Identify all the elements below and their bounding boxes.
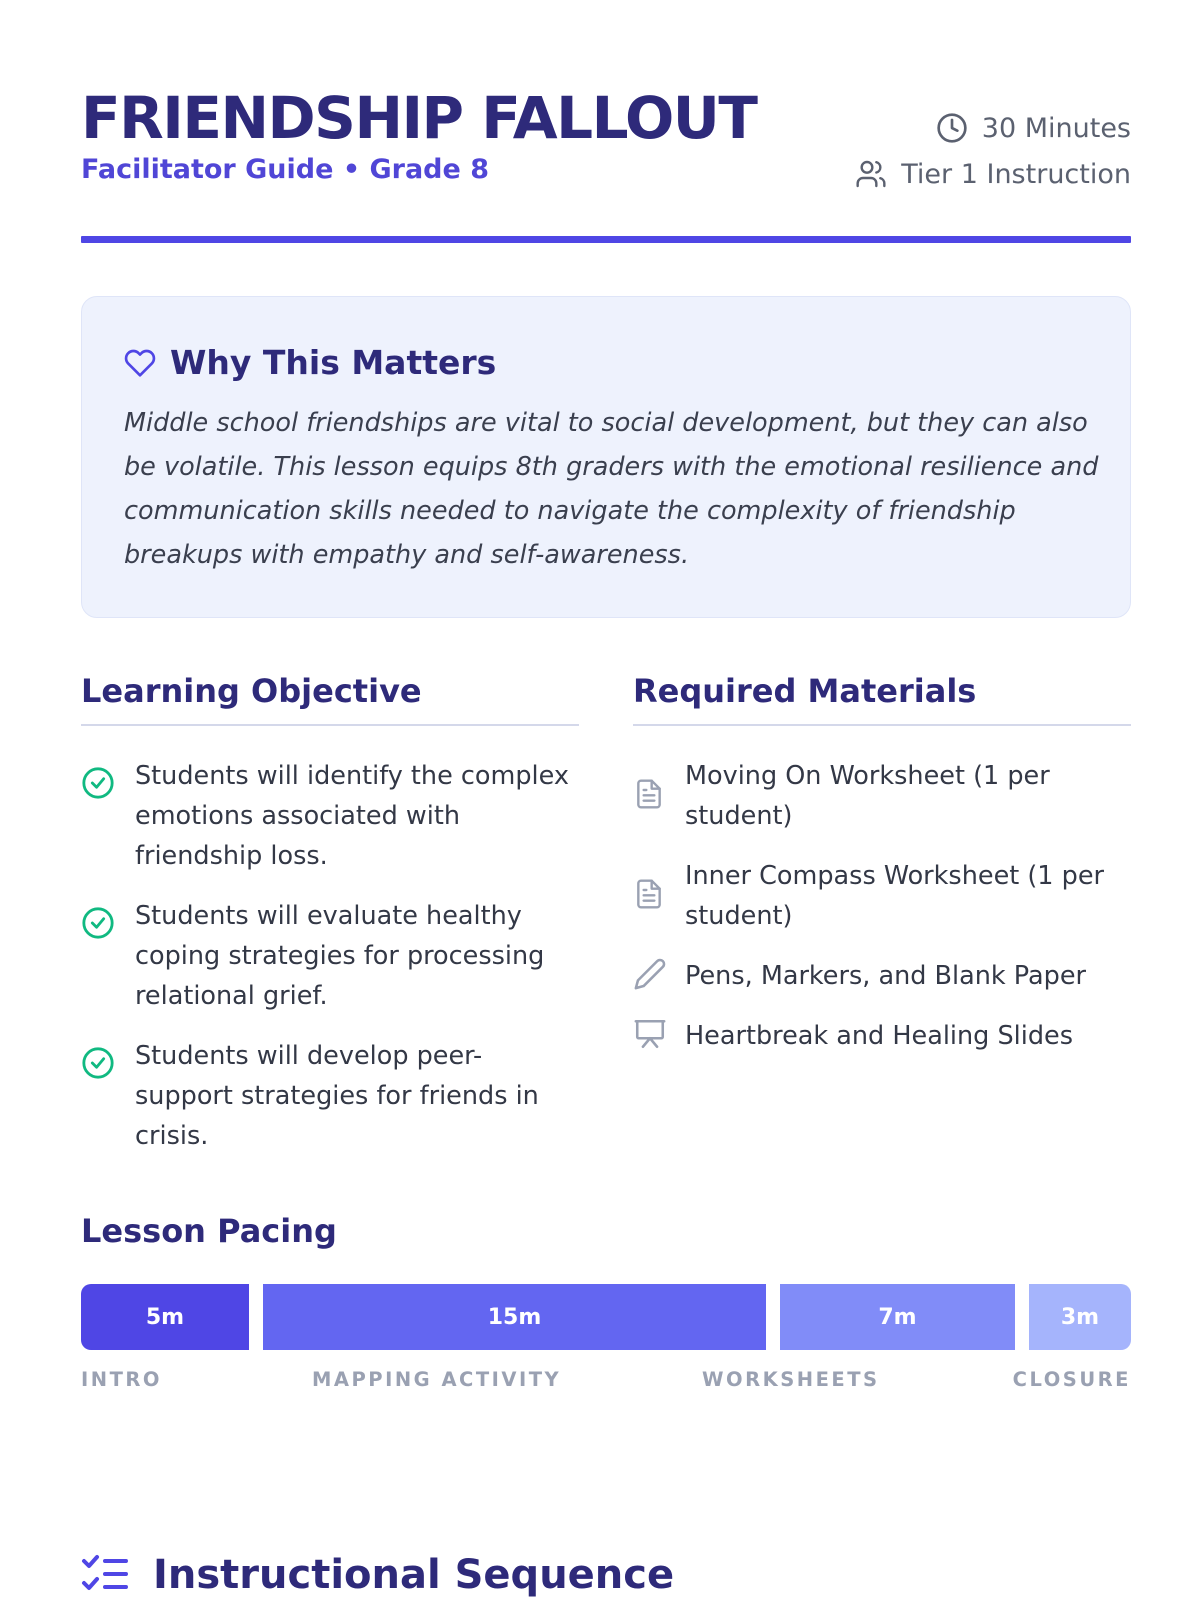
duration-text: 30 Minutes [981, 112, 1131, 144]
users-icon [855, 158, 887, 190]
material-text: Heartbreak and Healing Slides [685, 1021, 1073, 1051]
why-this-matters-card [81, 296, 1131, 618]
list-item [633, 856, 1131, 936]
instructional-sequence-header [81, 1552, 674, 1598]
list-item [633, 1016, 1131, 1056]
material-text: Inner Compass Worksheet (1 per student) [685, 861, 1104, 931]
list-item [633, 956, 1131, 996]
duration-meta [855, 110, 1131, 146]
heart-icon [124, 347, 156, 379]
pacing-bar [81, 1284, 1131, 1350]
pacing-label-mapping-activity: MAPPING ACTIVITY [312, 1368, 562, 1391]
material-text: Moving On Worksheet (1 per student) [685, 761, 1050, 831]
objective-text: Students will develop peer-support strategies for friends in crisis. [135, 1041, 539, 1151]
check-circle-icon [81, 756, 135, 805]
pacing-segment-closure: 3m [1029, 1284, 1131, 1350]
document-icon [633, 778, 685, 815]
checklist-icon [81, 1553, 129, 1597]
document-icon [633, 878, 685, 915]
clock-icon [936, 112, 968, 144]
objective-text: Students will identify the complex emotions associated with friendship loss. [135, 761, 569, 871]
learning-objective-section [81, 672, 579, 1176]
list-item [81, 756, 579, 876]
materials-list [633, 756, 1131, 1056]
why-card-header [124, 343, 496, 382]
page-subtitle: Facilitator Guide • Grade 8 [81, 154, 490, 185]
instructional-sequence-title: Instructional Sequence [153, 1552, 675, 1598]
material-text: Pens, Markers, and Blank Paper [685, 961, 1086, 991]
objective-text: Students will evaluate healthy coping strategies for processing relational grief. [135, 901, 545, 1011]
pacing-label-intro: INTRO [81, 1368, 162, 1391]
lesson-pacing-heading: Lesson Pacing [81, 1212, 337, 1250]
pacing-label-closure: CLOSURE [1012, 1368, 1131, 1391]
check-circle-icon [81, 1036, 135, 1085]
pencil-icon [633, 957, 685, 996]
tier-text: Tier 1 Instruction [901, 158, 1131, 190]
page-header [81, 80, 1131, 240]
pacing-segment-mapping-activity: 15m [263, 1284, 766, 1350]
pacing-segment-worksheets: 7m [780, 1284, 1015, 1350]
required-materials-heading: Required Materials [633, 672, 1131, 726]
objective-list [81, 756, 579, 1156]
presentation-icon [633, 1017, 685, 1056]
pacing-label-worksheets: WORKSHEETS [702, 1368, 880, 1391]
list-item [633, 756, 1131, 836]
header-divider [81, 236, 1131, 243]
why-card-text: Middle school friendships are vital to social development, but they can also be volatile. This lesson equips 8th graders with the emotional resilience and communication skills needed to navigate the complexity of friendship breakups with empathy and self-awareness. [124, 408, 1099, 570]
list-item [81, 1036, 579, 1156]
why-card-title: Why This Matters [170, 343, 497, 382]
tier-meta [855, 156, 1131, 192]
lesson-meta [855, 110, 1131, 202]
list-item [81, 896, 579, 1016]
required-materials-section [633, 672, 1131, 1076]
learning-objective-heading: Learning Objective [81, 672, 579, 726]
pacing-segment-intro: 5m [81, 1284, 249, 1350]
page-title: FRIENDSHIP FALLOUT [81, 84, 757, 152]
check-circle-icon [81, 896, 135, 945]
